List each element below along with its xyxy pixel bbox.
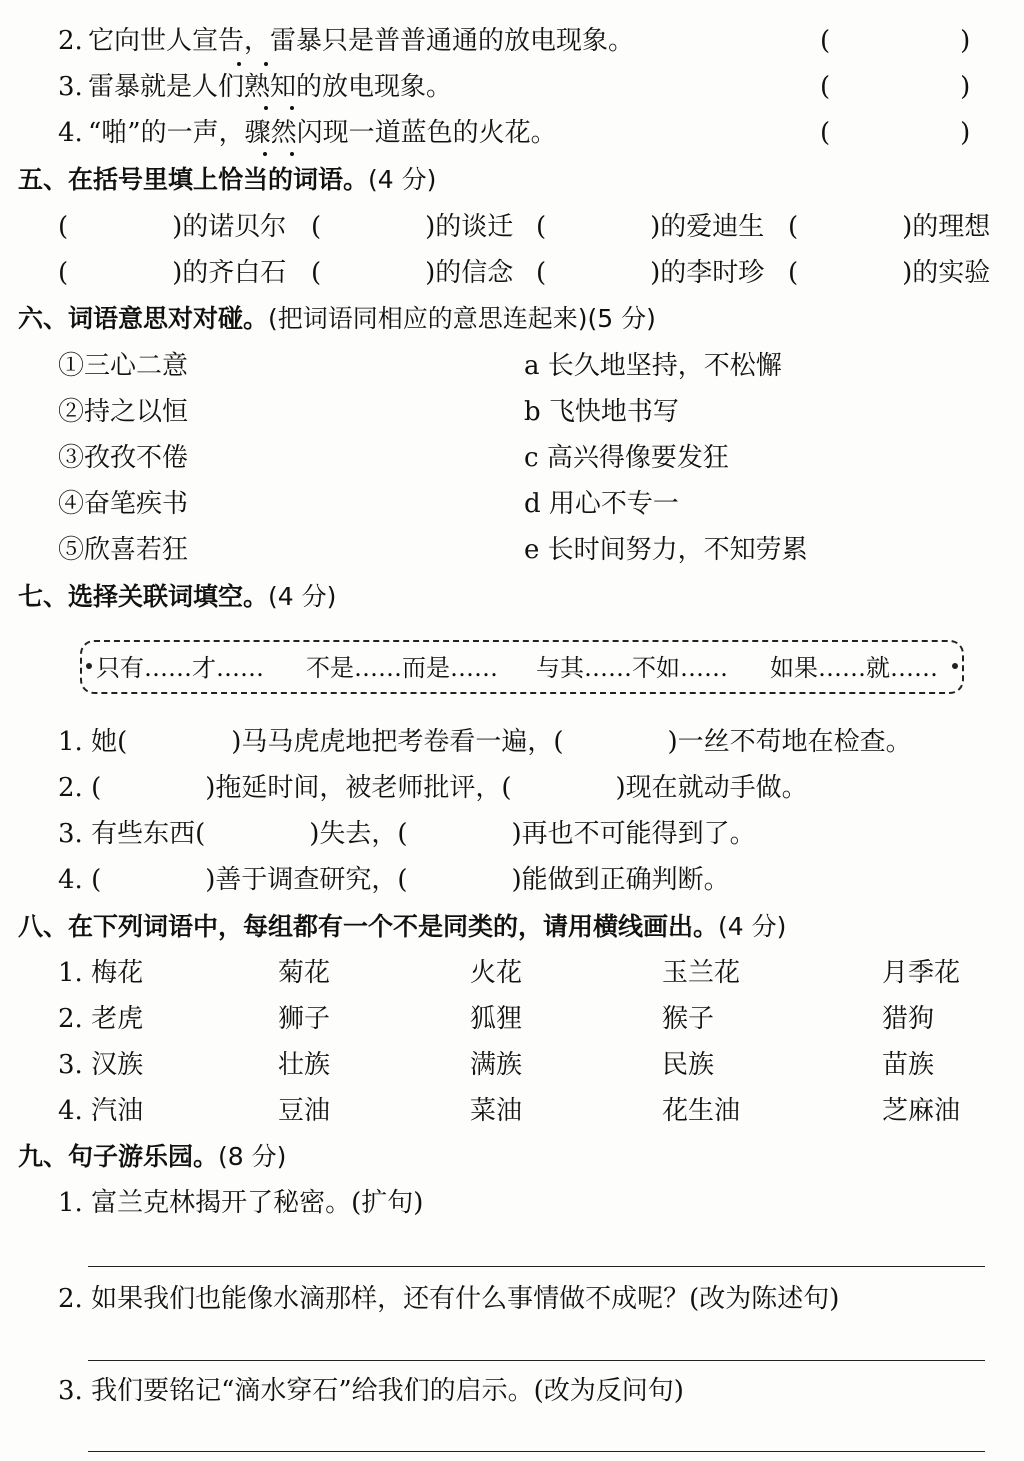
group-word[interactable]: 玉兰花 <box>662 958 741 988</box>
conjunction-option: 如果……就…… <box>770 654 938 682</box>
group-word[interactable]: 猎狗 <box>882 1004 935 1034</box>
section-note: (把词语同相应的意思连起来) <box>268 304 588 333</box>
task-instruction: (扩句) <box>351 1188 424 1218</box>
section-title: 六、词语意思对对碰。 <box>18 304 269 333</box>
group-word[interactable]: 月季花 <box>882 958 961 988</box>
task-instruction: (改为反问句) <box>533 1376 684 1406</box>
group-word[interactable]: 猴子 <box>662 1004 715 1034</box>
emphasis-dot <box>237 62 241 66</box>
group-word[interactable]: 4. 汽油 <box>58 1096 144 1126</box>
group-word[interactable]: 1. 梅花 <box>58 958 144 988</box>
fill-sentence[interactable]: 2. ( )拖延时间，被老师批评，( )现在就动手做。 <box>58 773 808 803</box>
blank-phrase[interactable]: ( )的谈迁 <box>311 212 514 242</box>
section-points: (8 分) <box>218 1142 287 1171</box>
section6-heading <box>18 302 656 336</box>
conjunction-option: 不是……而是…… <box>306 654 498 682</box>
answer-paren[interactable]: ( ) <box>820 26 971 56</box>
group-word[interactable]: 2. 老虎 <box>58 1004 144 1034</box>
match-meaning[interactable]: a 长久地坚持，不松懈 <box>524 351 782 381</box>
group-word[interactable]: 菜油 <box>470 1096 523 1126</box>
box-corner-dot <box>86 663 92 669</box>
answer-line[interactable] <box>88 1360 985 1361</box>
match-meaning[interactable]: e 长时间努力，不知劳累 <box>524 535 808 565</box>
fill-sentence[interactable]: 4. ( )善于调查研究，( )能做到正确判断。 <box>58 865 730 895</box>
group-word[interactable]: 壮族 <box>278 1050 331 1080</box>
group-word[interactable]: 3. 汉族 <box>58 1050 144 1080</box>
answer-line[interactable] <box>88 1451 985 1452</box>
task-prompt <box>58 1374 684 1408</box>
group-word[interactable]: 菊花 <box>278 958 331 988</box>
task-text: 2. 如果我们也能像水滴那样，还有什么事情做不成呢？ <box>58 1284 690 1314</box>
group-word[interactable]: 花生油 <box>662 1096 741 1126</box>
match-meaning[interactable]: c 高兴得像要发狂 <box>524 443 729 473</box>
fill-sentence[interactable]: 1. 她( )马马虎虎地把考卷看一遍，( )一丝不苟地在检查。 <box>58 727 912 757</box>
item-text: 雷暴就是人们熟知的放电现象。 <box>88 72 453 102</box>
group-word[interactable]: 民族 <box>662 1050 715 1080</box>
match-word[interactable]: ②持之以恒 <box>58 397 189 427</box>
item-number: 2. <box>58 26 83 56</box>
item-number: 4. <box>58 118 83 148</box>
section-title: 七、选择关联词填空。 <box>18 582 269 611</box>
group-word[interactable]: 芝麻油 <box>882 1096 961 1126</box>
emphasis-dot <box>290 106 294 110</box>
section-points: (4 分) <box>368 165 437 194</box>
conjunction-option: 与其……不如…… <box>536 654 728 682</box>
section5-heading <box>18 163 436 197</box>
section-title: 五、在括号里填上恰当的词语。 <box>18 165 369 194</box>
blank-phrase[interactable]: ( )的实验 <box>788 258 991 288</box>
emphasis-dot <box>264 106 268 110</box>
section-points: (4 分) <box>268 582 337 611</box>
box-corner-dot <box>952 663 958 669</box>
answer-paren[interactable]: ( ) <box>820 118 971 148</box>
match-meaning[interactable]: b 飞快地书写 <box>524 397 679 427</box>
conjunction-option: 只有……才…… <box>96 654 264 682</box>
task-instruction: (改为陈述句) <box>689 1284 840 1314</box>
section-title: 八、在下列词语中，每组都有一个不是同类的，请用横线画出。 <box>18 912 719 941</box>
conjunction-word-box <box>80 640 964 694</box>
section-points: (5 分) <box>587 304 656 333</box>
item-text: “啪”的一声，骤然闪现一道蓝色的火花。 <box>88 118 557 148</box>
answer-line[interactable] <box>88 1266 985 1267</box>
task-prompt <box>58 1186 423 1220</box>
emphasis-dot <box>290 152 294 156</box>
blank-phrase[interactable]: ( )的爱迪生 <box>536 212 765 242</box>
section9-heading <box>18 1140 286 1174</box>
blank-phrase[interactable]: ( )的理想 <box>788 212 991 242</box>
section7-heading <box>18 580 336 614</box>
blank-phrase[interactable]: ( )的信念 <box>311 258 514 288</box>
task-text: 3. 我们要铭记“滴水穿石”给我们的启示。 <box>58 1376 534 1406</box>
answer-paren[interactable]: ( ) <box>820 72 971 102</box>
group-word[interactable]: 豆油 <box>278 1096 331 1126</box>
group-word[interactable]: 狐狸 <box>470 1004 523 1034</box>
blank-phrase[interactable]: ( )的诺贝尔 <box>58 212 287 242</box>
task-prompt <box>58 1282 839 1316</box>
section-title: 九、句子游乐园。 <box>18 1142 219 1171</box>
item-text: 它向世人宣告，雷暴只是普普通通的放电现象。 <box>88 26 635 56</box>
match-word[interactable]: ④奋笔疾书 <box>58 489 189 519</box>
emphasis-dot <box>264 62 268 66</box>
match-word[interactable]: ①三心二意 <box>58 351 189 381</box>
blank-phrase[interactable]: ( )的齐白石 <box>58 258 287 288</box>
emphasis-dot <box>263 152 267 156</box>
section-points: (4 分) <box>718 912 787 941</box>
match-word[interactable]: ③孜孜不倦 <box>58 443 189 473</box>
group-word[interactable]: 火花 <box>470 958 523 988</box>
fill-sentence[interactable]: 3. 有些东西( )失去，( )再也不可能得到了。 <box>58 819 756 849</box>
item-number: 3. <box>58 72 83 102</box>
section8-heading <box>18 910 786 944</box>
group-word[interactable]: 狮子 <box>278 1004 331 1034</box>
match-word[interactable]: ⑤欣喜若狂 <box>58 535 189 565</box>
group-word[interactable]: 满族 <box>470 1050 523 1080</box>
group-word[interactable]: 苗族 <box>882 1050 935 1080</box>
match-meaning[interactable]: d 用心不专一 <box>524 489 679 519</box>
task-text: 1. 富兰克林揭开了秘密。 <box>58 1188 352 1218</box>
blank-phrase[interactable]: ( )的李时珍 <box>536 258 765 288</box>
